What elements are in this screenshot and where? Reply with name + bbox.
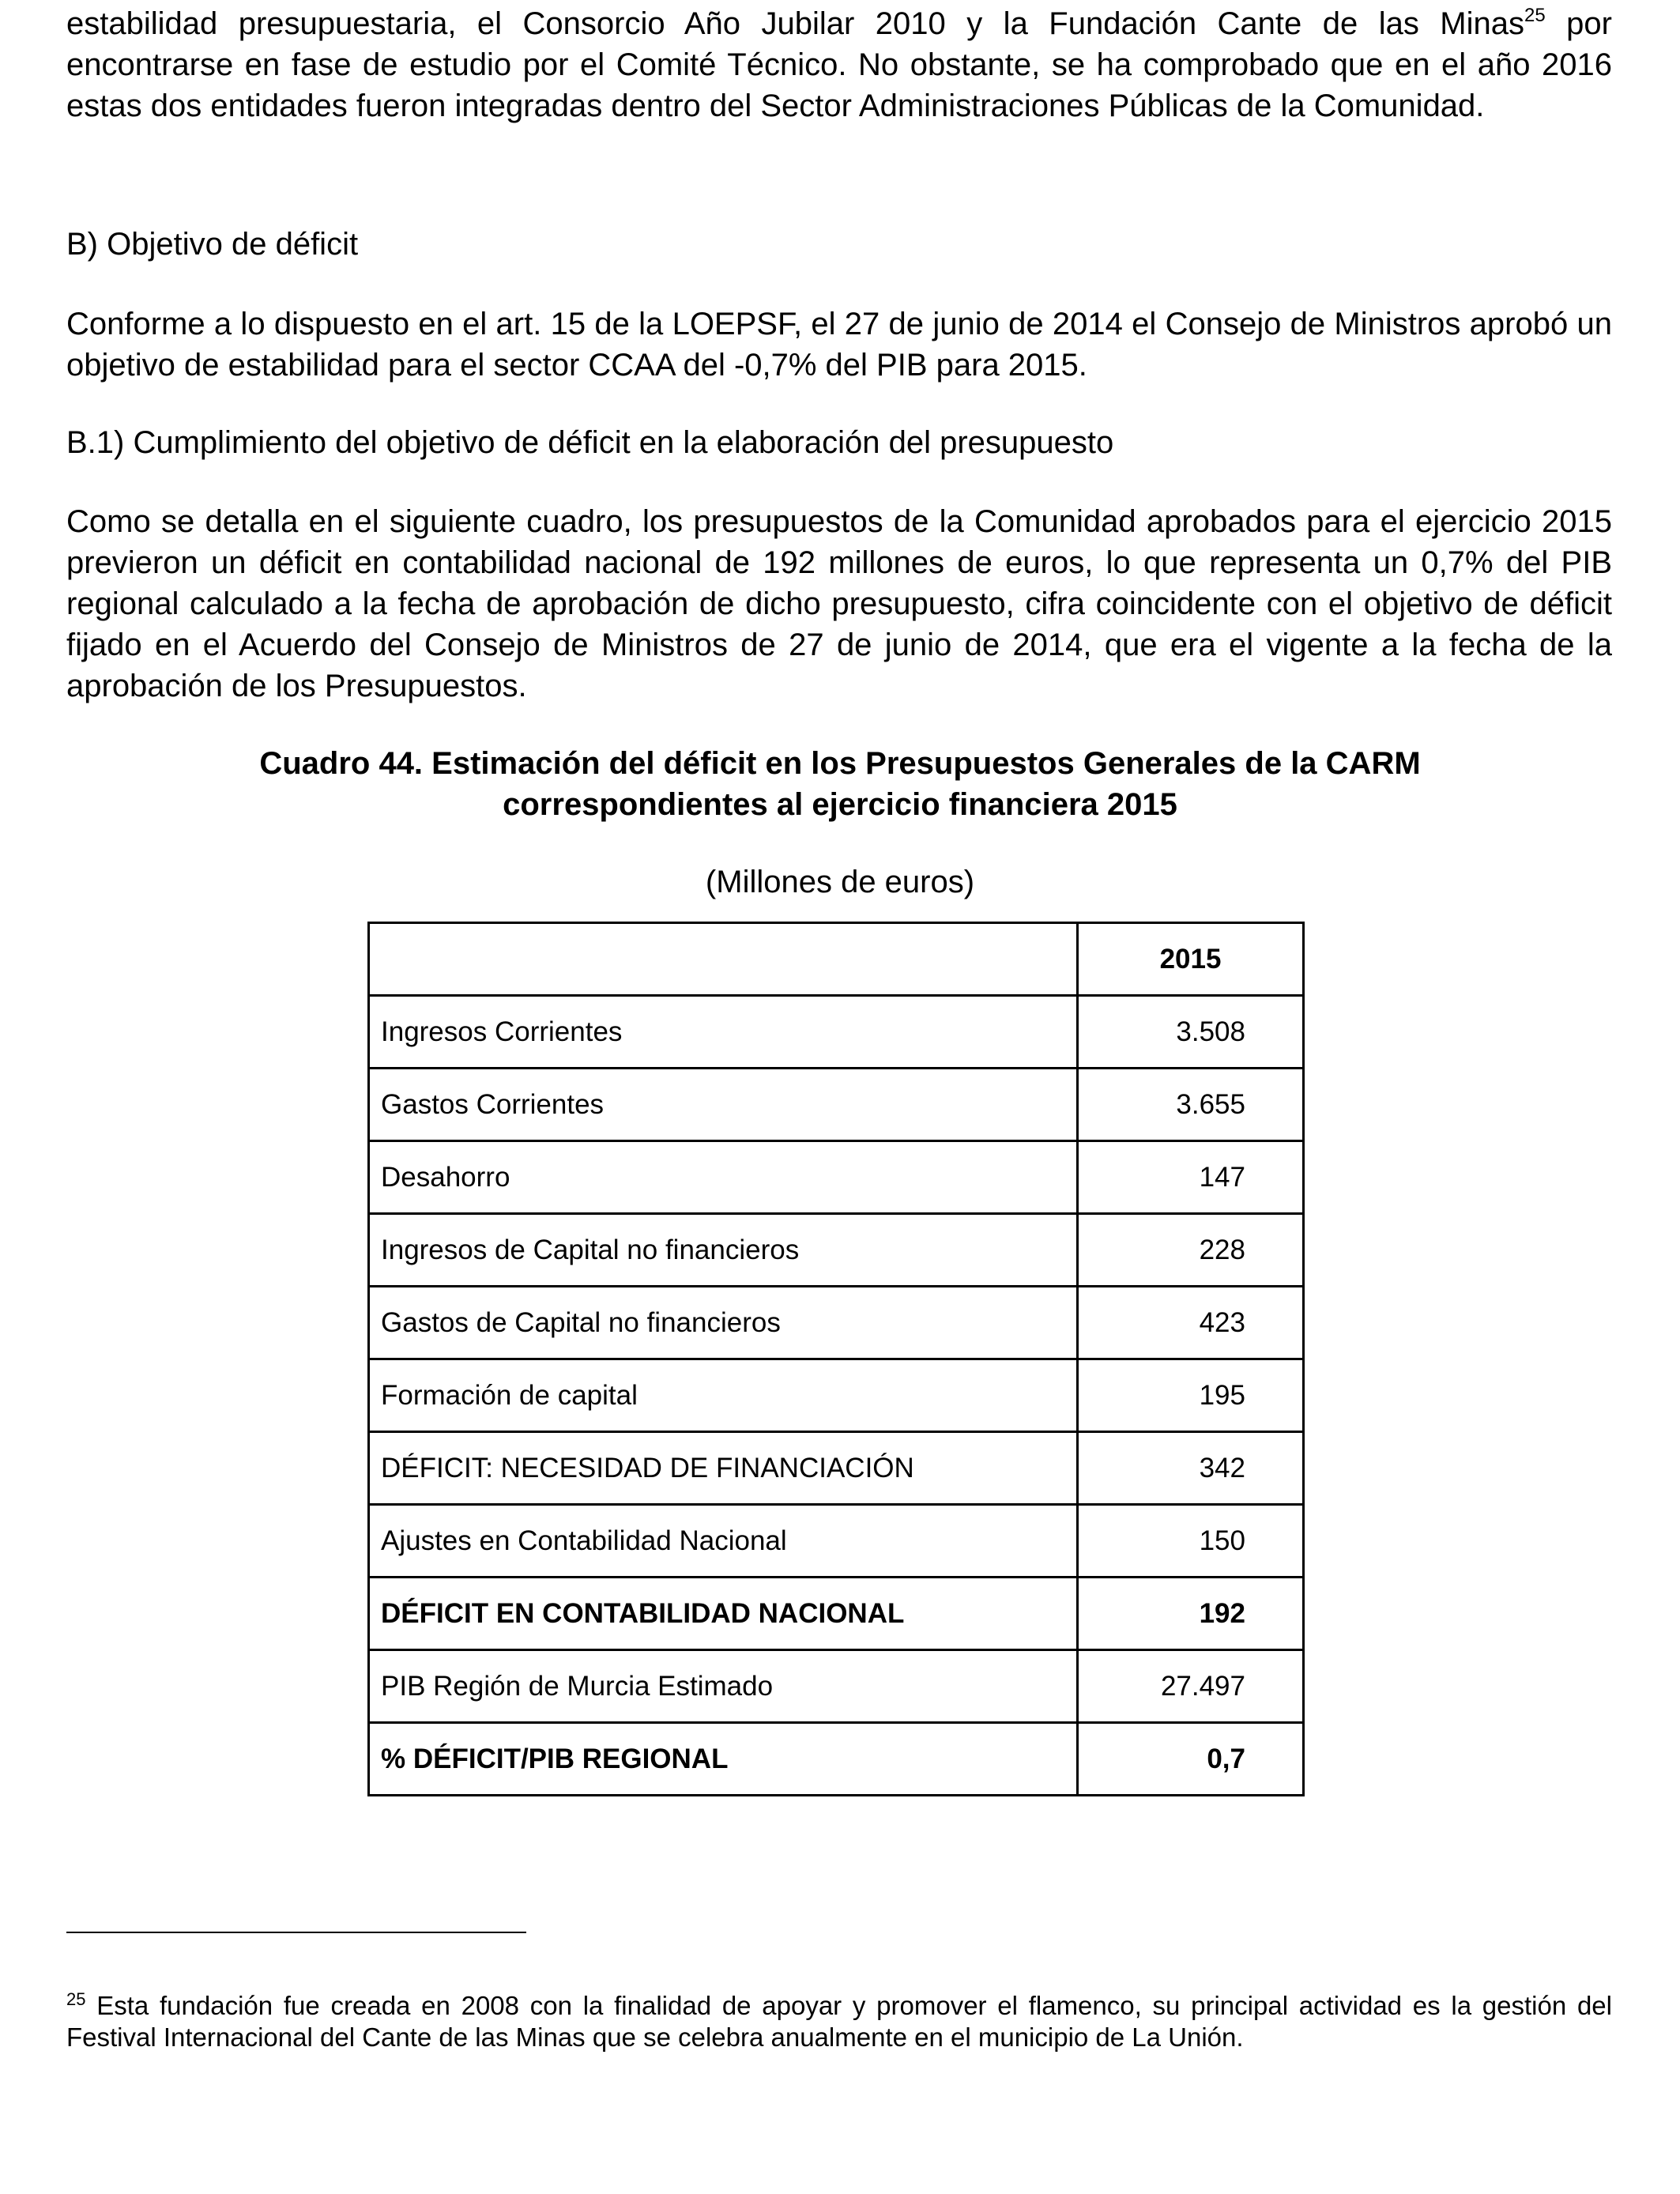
row-value: 423 [1078, 1287, 1304, 1359]
row-label: Ingresos Corrientes [369, 996, 1078, 1069]
row-value: 342 [1078, 1432, 1304, 1505]
table-row-total-deficit [369, 1578, 1304, 1650]
footnote-reference[interactable]: 25 [1524, 5, 1546, 26]
row-value: 195 [1078, 1359, 1304, 1432]
row-label: Ingresos de Capital no financieros [369, 1214, 1078, 1287]
table-caption-line-2: correspondientes al ejercicio financiera 2015 [503, 787, 1177, 822]
row-label: Desahorro [369, 1141, 1078, 1214]
table-row-deficit-pib [369, 1723, 1304, 1796]
table-header-year: 2015 [1078, 923, 1304, 996]
section-b-heading: B) Objetivo de déficit [66, 227, 359, 262]
row-label: Gastos de Capital no financieros [369, 1287, 1078, 1359]
deficit-table [367, 922, 1305, 1796]
row-label: Formación de capital [369, 1359, 1078, 1432]
row-label: PIB Región de Murcia Estimado [369, 1650, 1078, 1723]
row-value: 150 [1078, 1505, 1304, 1578]
table-header-label [369, 923, 1078, 996]
table-row [369, 1505, 1304, 1578]
section-b1-paragraph: Como se detalla en el siguiente cuadro, los presupuestos de la Comunidad aprobados para el ejercicio 2015 previeron un déficit en contabilidad nacional de 192 millones de euros, lo que representa un 0,7% del PIB regional calculado a la fecha de aprobación de dicho presupuesto, cifra coincidente con el objetivo de déficit fijado en el Acuerdo del Consejo de Ministros de 27 de junio de 2014, que era el vigente a la fecha de la aprobación de los Presupuestos. [66, 504, 1612, 703]
table-header-row [369, 923, 1304, 996]
row-label: DÉFICIT EN CONTABILIDAD NACIONAL [369, 1578, 1078, 1650]
table-row [369, 1214, 1304, 1287]
intro-paragraph-text-continued: por encontrarse en fase de estudio por el Comité Técnico. No obstante, se ha comprobado que en el año 2016 estas dos entidades fueron integradas dentro del Sector Administraciones Públicas de la Comunidad. [66, 6, 1612, 123]
row-value: 3.508 [1078, 996, 1304, 1069]
footnote-text: Esta fundación fue creada en 2008 con la finalidad de apoyar y promover el flamenco, su principal actividad es la gestión del Festival Internacional del Cante de las Minas que se celebra anualmente en el municipio de La Unión. [66, 1991, 1612, 2052]
table-row [369, 1650, 1304, 1723]
table-row [369, 1141, 1304, 1214]
row-value: 3.655 [1078, 1069, 1304, 1141]
section-b-paragraph: Conforme a lo dispuesto en el art. 15 de la LOEPSF, el 27 de junio de 2014 el Consejo de Ministros aprobó un objetivo de estabilidad para el sector CCAA del -0,7% del PIB para 2015. [66, 307, 1612, 383]
table-row [369, 996, 1304, 1069]
table-caption-line-1: Cuadro 44. Estimación del déficit en los Presupuestos Generales de la CARM [259, 746, 1421, 781]
intro-paragraph [66, 3, 1612, 126]
section-b1-heading: B.1) Cumplimiento del objetivo de déficit en la elaboración del presupuesto [66, 425, 1114, 460]
row-value: 192 [1078, 1578, 1304, 1650]
intro-paragraph-text: estabilidad presupuestaria, el Consorcio Año Jubilar 2010 y la Fundación Cante de las Minas [66, 6, 1524, 41]
table-row [369, 1359, 1304, 1432]
footnote-separator [66, 1932, 526, 1933]
row-label: Ajustes en Contabilidad Nacional [369, 1505, 1078, 1578]
table-row [369, 1432, 1304, 1505]
row-value: 27.497 [1078, 1650, 1304, 1723]
row-value: 147 [1078, 1141, 1304, 1214]
table-row [369, 1287, 1304, 1359]
row-label: % DÉFICIT/PIB REGIONAL [369, 1723, 1078, 1796]
row-value: 0,7 [1078, 1723, 1304, 1796]
table-units: (Millones de euros) [705, 865, 975, 899]
row-label: Gastos Corrientes [369, 1069, 1078, 1141]
table-row [369, 1069, 1304, 1141]
row-label: DÉFICIT: NECESIDAD DE FINANCIACIÓN [369, 1432, 1078, 1505]
footnote-number: 25 [66, 1989, 86, 2009]
footnote [66, 1990, 1612, 2053]
row-value: 228 [1078, 1214, 1304, 1287]
